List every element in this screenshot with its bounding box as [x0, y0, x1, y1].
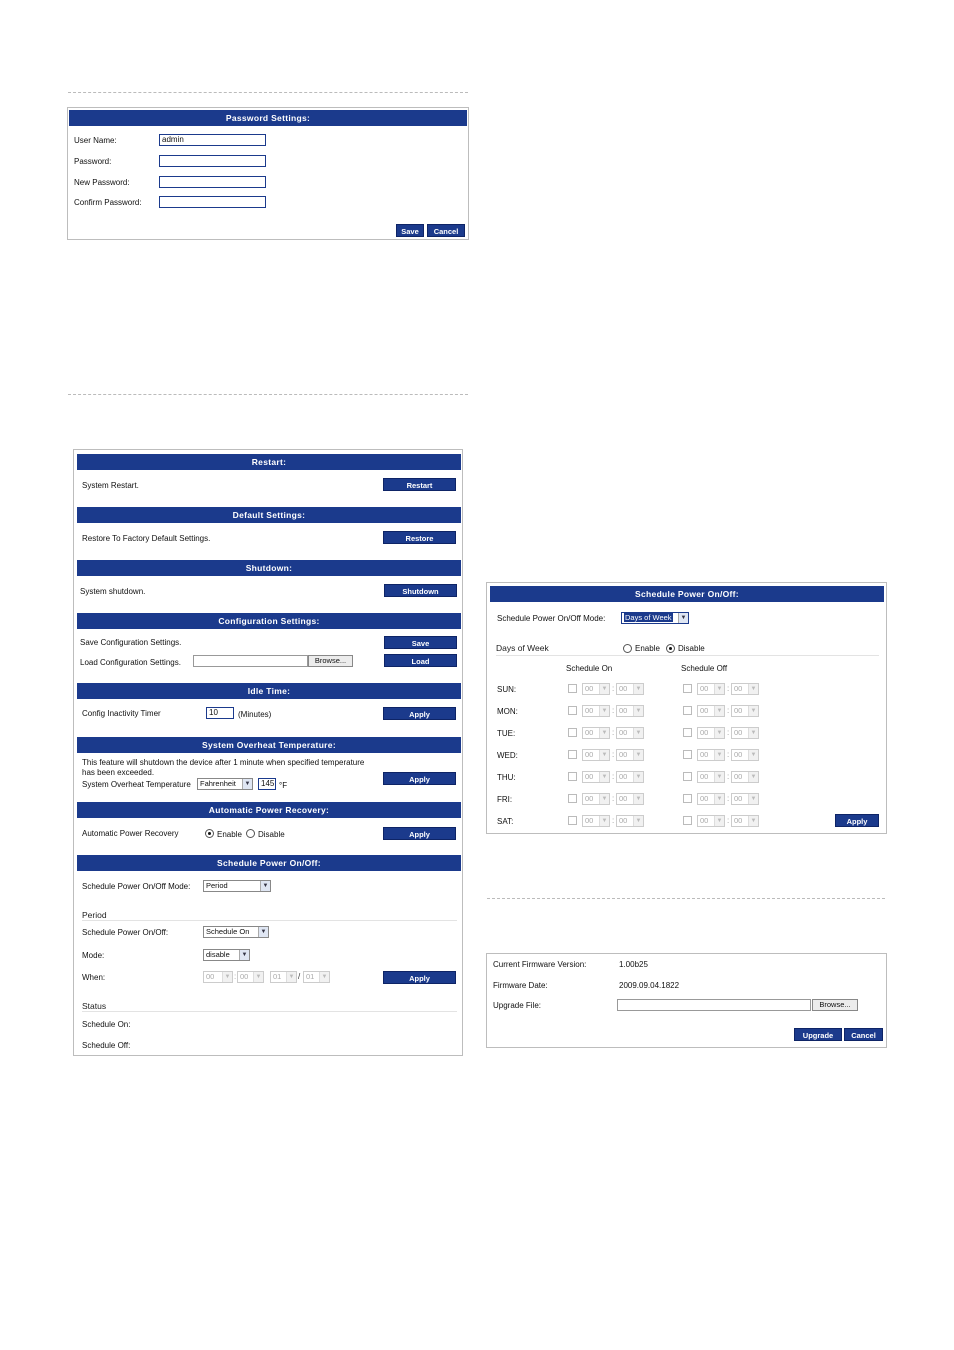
chevron-down-icon: ▼	[748, 772, 758, 782]
chevron-down-icon: ▼	[633, 794, 643, 804]
confirm-password-label: Confirm Password:	[74, 198, 142, 207]
status-divider	[82, 1011, 457, 1012]
day-3-off-sep: :	[727, 750, 730, 759]
days-enable-radio[interactable]	[623, 644, 632, 653]
upgrade-button[interactable]: Upgrade	[794, 1028, 842, 1041]
schedule-mode-select[interactable]	[203, 880, 271, 892]
password-settings-header: Password Settings:	[69, 110, 467, 126]
day-6-off-checkbox[interactable]	[683, 816, 692, 825]
temp-unit-select[interactable]	[197, 778, 253, 790]
day-4-on-hour-value: 00	[585, 772, 594, 781]
overheat-apply-button[interactable]: Apply	[383, 772, 456, 785]
save-config-button[interactable]: Save	[384, 636, 457, 649]
day-4-on-hour[interactable]	[582, 771, 610, 783]
schedule-off-status: Schedule Off:	[82, 1041, 131, 1050]
day-1-label: MON:	[497, 707, 518, 716]
schedule-onoff-select[interactable]	[203, 926, 269, 938]
password-settings-panel	[67, 107, 469, 240]
day-2-off-minute-value: 00	[734, 728, 743, 737]
day-3-on-minute-value: 00	[619, 750, 628, 759]
day-0-on-hour-value: 00	[585, 684, 594, 693]
chevron-down-icon: ▼	[714, 750, 724, 760]
day-6-on-minute-value: 00	[619, 816, 628, 825]
day-4-off-checkbox[interactable]	[683, 772, 692, 781]
schedule-mode-value: Period	[206, 881, 228, 890]
inactivity-timer-field[interactable]: 10	[206, 707, 234, 719]
shutdown-button[interactable]: Shutdown	[384, 584, 457, 597]
chevron-down-icon: ▼	[599, 772, 609, 782]
day-0-on-hour[interactable]	[582, 683, 610, 695]
weekly-schedule-panel	[486, 582, 887, 834]
day-6-on-sep: :	[612, 816, 615, 825]
chevron-down-icon: ▼	[748, 794, 758, 804]
day-3-on-hour[interactable]	[582, 749, 610, 761]
power-recovery-enable-label: Enable	[217, 830, 242, 839]
firmware-date-value: 2009.09.04.1822	[619, 981, 680, 990]
password-field[interactable]	[159, 155, 266, 167]
day-4-off-minute[interactable]	[731, 771, 759, 783]
when-time-separator: :	[234, 972, 237, 981]
day-0-off-sep: :	[727, 684, 730, 693]
day-1-off-hour-value: 00	[700, 706, 709, 715]
chevron-down-icon: ▼	[714, 816, 724, 826]
when-month-select[interactable]	[270, 971, 297, 983]
schedule-mode2-select[interactable]	[203, 949, 250, 961]
period-divider	[82, 920, 457, 921]
day-1-on-minute[interactable]	[616, 705, 644, 717]
when-month-value: 01	[273, 972, 282, 981]
day-6-off-hour[interactable]	[697, 815, 725, 827]
day-5-on-hour-value: 00	[585, 794, 594, 803]
chevron-down-icon: ▼	[599, 728, 609, 738]
day-3-label: WED:	[497, 751, 518, 760]
days-enable-label: Enable	[635, 644, 660, 653]
chevron-down-icon: ▼	[242, 779, 252, 789]
day-3-off-hour[interactable]	[697, 749, 725, 761]
chevron-down-icon: ▼	[260, 881, 270, 891]
schedule-on-status: Schedule On:	[82, 1020, 131, 1029]
day-0-off-hour-value: 00	[700, 684, 709, 693]
day-6-on-hour[interactable]	[582, 815, 610, 827]
when-label: When:	[82, 973, 106, 982]
day-0-on-checkbox[interactable]	[568, 684, 577, 693]
schedule-mode2-value: disable	[206, 950, 230, 959]
weekly-schedule-header: Schedule Power On/Off:	[490, 586, 884, 602]
overheat-header: System Overheat Temperature:	[77, 737, 461, 753]
period-heading: Period	[82, 910, 107, 920]
default-settings-header: Default Settings:	[77, 507, 461, 523]
overheat-description-2: has been exceeded.	[82, 768, 155, 777]
day-5-on-minute[interactable]	[616, 793, 644, 805]
firmware-version-label: Current Firmware Version:	[493, 960, 587, 969]
power-recovery-apply-button[interactable]: Apply	[383, 827, 456, 840]
new-password-field[interactable]	[159, 176, 266, 188]
upgrade-browse-button[interactable]: Browse...	[812, 999, 858, 1011]
weekly-mode-value: Days of Week	[625, 613, 672, 622]
save-config-text: Save Configuration Settings.	[80, 638, 182, 647]
status-heading: Status	[82, 1001, 107, 1011]
chevron-down-icon: ▼	[748, 706, 758, 716]
fahrenheit-unit: °F	[279, 781, 288, 790]
day-2-off-hour-value: 00	[700, 728, 709, 737]
day-6-off-sep: :	[727, 816, 730, 825]
day-4-off-minute-value: 00	[734, 772, 743, 781]
user-name-label: User Name:	[74, 136, 117, 145]
day-3-on-hour-value: 00	[585, 750, 594, 759]
chevron-down-icon: ▼	[253, 972, 263, 982]
load-config-text: Load Configuration Settings.	[80, 658, 181, 667]
chevron-down-icon: ▼	[599, 794, 609, 804]
when-hour-value: 00	[206, 972, 215, 981]
chevron-down-icon: ▼	[714, 772, 724, 782]
chevron-down-icon: ▼	[714, 794, 724, 804]
password-label: Password:	[74, 157, 112, 166]
chevron-down-icon: ▼	[714, 706, 724, 716]
config-browse-button[interactable]: Browse...	[308, 655, 353, 667]
day-4-off-sep: :	[727, 772, 730, 781]
restart-text: System Restart.	[82, 481, 139, 490]
day-5-off-hour[interactable]	[697, 793, 725, 805]
chevron-down-icon: ▼	[633, 728, 643, 738]
day-0-off-checkbox[interactable]	[683, 684, 692, 693]
chevron-down-icon: ▼	[714, 728, 724, 738]
day-5-on-checkbox[interactable]	[568, 794, 577, 803]
day-3-off-minute-value: 00	[734, 750, 743, 759]
day-6-on-minute[interactable]	[616, 815, 644, 827]
temp-unit-value: Fahrenheit	[200, 779, 236, 788]
day-1-on-sep: :	[612, 706, 615, 715]
day-2-on-checkbox[interactable]	[568, 728, 577, 737]
power-recovery-enable-radio[interactable]	[205, 829, 214, 838]
day-2-off-hour[interactable]	[697, 727, 725, 739]
days-divider	[496, 655, 879, 656]
day-6-label: SAT:	[497, 817, 514, 826]
firmware-cancel-button[interactable]: Cancel	[844, 1028, 883, 1041]
firmware-panel	[486, 953, 887, 1048]
chevron-down-icon: ▼	[222, 972, 232, 982]
chevron-down-icon: ▼	[599, 816, 609, 826]
day-1-off-sep: :	[727, 706, 730, 715]
day-1-off-checkbox[interactable]	[683, 706, 692, 715]
day-0-on-minute[interactable]	[616, 683, 644, 695]
user-name-field[interactable]: admin	[159, 134, 266, 146]
separator-top	[68, 92, 468, 93]
day-2-off-sep: :	[727, 728, 730, 737]
when-minute-select[interactable]	[237, 971, 264, 983]
day-5-off-minute[interactable]	[731, 793, 759, 805]
day-3-on-minute[interactable]	[616, 749, 644, 761]
when-day-select[interactable]	[303, 971, 330, 983]
when-day-value: 01	[306, 972, 315, 981]
day-6-off-minute-value: 00	[734, 816, 743, 825]
day-5-on-sep: :	[612, 794, 615, 803]
day-0-off-minute-value: 00	[734, 684, 743, 693]
restart-button[interactable]: Restart	[383, 478, 456, 491]
chevron-down-icon: ▼	[748, 750, 758, 760]
day-0-on-minute-value: 00	[619, 684, 628, 693]
overheat-temp-field[interactable]: 145	[258, 778, 276, 790]
overheat-temp-label: System Overheat Temperature	[82, 780, 191, 789]
minutes-unit: (Minutes)	[238, 710, 272, 719]
schedule-apply-button[interactable]: Apply	[383, 971, 456, 984]
day-0-off-hour[interactable]	[697, 683, 725, 695]
day-3-off-hour-value: 00	[700, 750, 709, 759]
upgrade-file-field[interactable]	[617, 999, 811, 1011]
day-2-on-sep: :	[612, 728, 615, 737]
day-6-on-hour-value: 00	[585, 816, 594, 825]
days-of-week-label: Days of Week	[496, 643, 549, 653]
when-date-separator: /	[298, 972, 301, 981]
day-5-off-minute-value: 00	[734, 794, 743, 803]
days-disable-label: Disable	[678, 644, 705, 653]
chevron-down-icon: ▼	[714, 684, 724, 694]
chevron-down-icon: ▼	[599, 706, 609, 716]
load-config-button[interactable]: Load	[384, 654, 457, 667]
day-4-on-minute-value: 00	[619, 772, 628, 781]
day-0-on-sep: :	[612, 684, 615, 693]
day-6-off-hour-value: 00	[700, 816, 709, 825]
day-5-on-hour[interactable]	[582, 793, 610, 805]
day-4-on-checkbox[interactable]	[568, 772, 577, 781]
day-6-off-minute[interactable]	[731, 815, 759, 827]
day-1-on-hour-value: 00	[585, 706, 594, 715]
day-5-off-checkbox[interactable]	[683, 794, 692, 803]
shutdown-text: System shutdown.	[80, 587, 146, 596]
schedule-power-header: Schedule Power On/Off:	[77, 855, 461, 871]
save-button[interactable]: Save	[396, 224, 424, 237]
chevron-down-icon: ▼	[633, 772, 643, 782]
configuration-header: Configuration Settings:	[77, 613, 461, 629]
new-password-label: New Password:	[74, 178, 130, 187]
schedule-onoff-value: Schedule On	[206, 927, 250, 936]
chevron-down-icon: ▼	[633, 706, 643, 716]
column-schedule-off: Schedule Off	[681, 664, 728, 673]
weekly-apply-button[interactable]: Apply	[835, 814, 879, 827]
confirm-password-field[interactable]	[159, 196, 266, 208]
chevron-down-icon: ▼	[319, 972, 329, 982]
power-recovery-label: Automatic Power Recovery	[82, 829, 179, 838]
separator-middle	[68, 394, 468, 395]
firmware-date-label: Firmware Date:	[493, 981, 548, 990]
weekly-mode-label: Schedule Power On/Off Mode:	[497, 614, 606, 623]
day-5-on-minute-value: 00	[619, 794, 628, 803]
day-0-label: SUN:	[497, 685, 517, 694]
day-3-off-minute[interactable]	[731, 749, 759, 761]
day-0-off-minute[interactable]	[731, 683, 759, 695]
column-schedule-on: Schedule On	[566, 664, 613, 673]
firmware-version-value: 1.00b25	[619, 960, 648, 969]
chevron-down-icon: ▼	[678, 613, 688, 623]
chevron-down-icon: ▼	[633, 816, 643, 826]
power-recovery-disable-label: Disable	[258, 830, 285, 839]
power-recovery-disable-radio[interactable]	[246, 829, 255, 838]
chevron-down-icon: ▼	[286, 972, 296, 982]
chevron-down-icon: ▼	[239, 950, 249, 960]
day-3-off-checkbox[interactable]	[683, 750, 692, 759]
idle-apply-button[interactable]: Apply	[383, 707, 456, 720]
day-1-on-minute-value: 00	[619, 706, 628, 715]
day-2-label: TUE:	[497, 729, 516, 738]
day-2-on-minute-value: 00	[619, 728, 628, 737]
day-5-label: FRI:	[497, 795, 513, 804]
when-hour-select[interactable]	[203, 971, 233, 983]
schedule-mode2-label: Mode:	[82, 951, 105, 960]
shutdown-header: Shutdown:	[77, 560, 461, 576]
day-1-on-hour[interactable]	[582, 705, 610, 717]
schedule-mode-label: Schedule Power On/Off Mode:	[82, 882, 191, 891]
day-4-on-sep: :	[612, 772, 615, 781]
day-3-on-sep: :	[612, 750, 615, 759]
day-1-off-minute[interactable]	[731, 705, 759, 717]
day-1-off-hour[interactable]	[697, 705, 725, 717]
config-file-field[interactable]	[193, 655, 308, 667]
day-3-on-checkbox[interactable]	[568, 750, 577, 759]
day-2-off-checkbox[interactable]	[683, 728, 692, 737]
day-4-off-hour[interactable]	[697, 771, 725, 783]
schedule-onoff-label: Schedule Power On/Off:	[82, 928, 169, 937]
day-2-on-hour[interactable]	[582, 727, 610, 739]
upgrade-file-label: Upgrade File:	[493, 1001, 542, 1010]
day-1-on-checkbox[interactable]	[568, 706, 577, 715]
day-5-off-sep: :	[727, 794, 730, 803]
inactivity-timer-label: Config Inactivity Timer	[82, 709, 161, 718]
day-6-on-checkbox[interactable]	[568, 816, 577, 825]
day-2-on-hour-value: 00	[585, 728, 594, 737]
chevron-down-icon: ▼	[748, 816, 758, 826]
overheat-description-1: This feature will shutdown the device after 1 minute when specified temperature	[82, 758, 365, 767]
when-minute-value: 00	[240, 972, 249, 981]
chevron-down-icon: ▼	[748, 684, 758, 694]
weekly-mode-select[interactable]	[621, 612, 689, 624]
chevron-down-icon: ▼	[599, 684, 609, 694]
day-2-on-minute[interactable]	[616, 727, 644, 739]
days-disable-radio[interactable]	[666, 644, 675, 653]
day-4-off-hour-value: 00	[700, 772, 709, 781]
restart-header: Restart:	[77, 454, 461, 470]
cancel-button[interactable]: Cancel	[427, 224, 465, 237]
day-5-off-hour-value: 00	[700, 794, 709, 803]
chevron-down-icon: ▼	[748, 728, 758, 738]
idle-time-header: Idle Time:	[77, 683, 461, 699]
chevron-down-icon: ▼	[599, 750, 609, 760]
power-recovery-header: Automatic Power Recovery:	[77, 802, 461, 818]
chevron-down-icon: ▼	[258, 927, 268, 937]
chevron-down-icon: ▼	[633, 684, 643, 694]
day-1-off-minute-value: 00	[734, 706, 743, 715]
system-panel	[73, 449, 463, 1056]
restore-text: Restore To Factory Default Settings.	[82, 534, 211, 543]
day-4-on-minute[interactable]	[616, 771, 644, 783]
separator-right	[487, 898, 885, 899]
day-2-off-minute[interactable]	[731, 727, 759, 739]
chevron-down-icon: ▼	[633, 750, 643, 760]
restore-button[interactable]: Restore	[383, 531, 456, 544]
day-4-label: THU:	[497, 773, 516, 782]
